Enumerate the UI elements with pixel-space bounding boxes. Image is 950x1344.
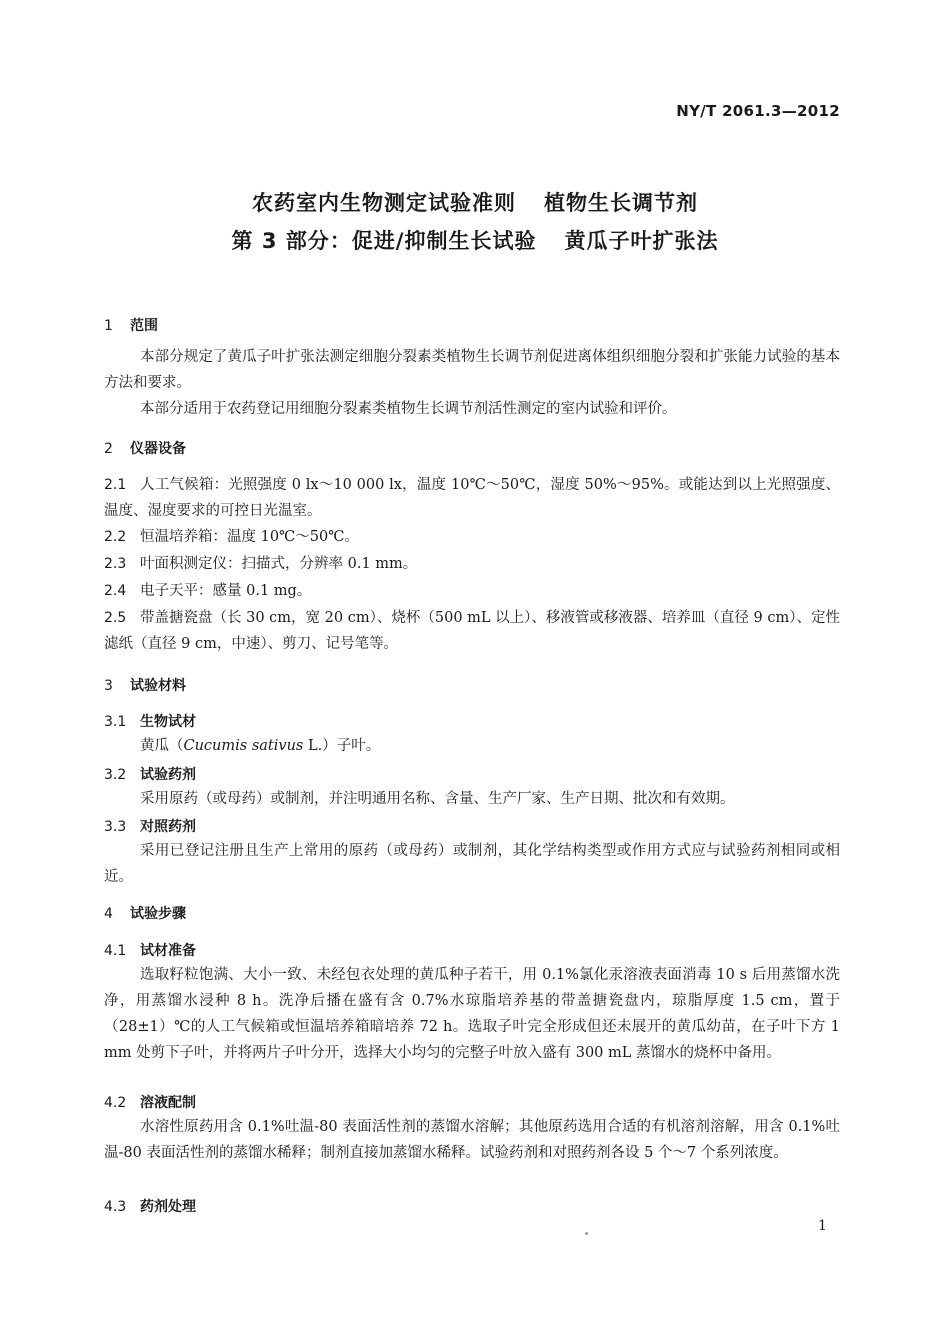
paragraph-4-2: 水溶性原药用含 0.1%吐温-80 表面活性剂的蒸馏水溶解；其他原药选用合适的有机溶剂溶解，用含 0.1%吐温-80 表面活性剂的蒸馏水稀释；制剂直接加蒸馏水稀释。试验药剂和对照药剂各设 5 个～7 个系列浓度。: [104, 1119, 840, 1161]
standard-number: NY/T 2061.3—2012: [676, 102, 840, 120]
paragraph-3-1: 黄瓜（Cucumis sativus L.）子叶。: [140, 738, 381, 754]
subsection-heading-4-3: 4.3 药剂处理: [104, 1199, 196, 1215]
title-line-2: [0, 225, 950, 255]
paragraph-3-3: 采用已登记注册且生产上常用的原药（或母药）或制剂，其化学结构类型或作用方式应与试验药剂相同或相近。: [104, 843, 840, 885]
paragraph-scope-1: 本部分规定了黄瓜子叶扩张法测定细胞分裂素类植物生长调节剂促进离体组织细胞分裂和扩张能力试验的基本方法和要求。: [104, 349, 840, 391]
title-method: 黄瓜子叶扩张法: [564, 229, 719, 253]
paragraph-4-1: 选取籽粒饱满、大小一致、未经包衣处理的黄瓜种子若干，用 0.1%氯化汞溶液表面消毒 10 s 后用蒸馏水洗净，用蒸馏水浸种 8 h。洗净后播在盛有含 0.7%水琼脂培养基的带盖搪瓷盘内，琼脂厚度 1.5 cm，置于（28±1）℃的人工气候箱或恒温培养箱暗培养 72 h。选取子叶完全形成但还未展开的黄瓜幼苗，在子叶下方 1 mm 处剪下子叶，并将两片子叶分开，选择大小均匀的完整子叶放入盛有 300 mL 蒸馏水的烧杯中备用。: [104, 967, 840, 1061]
paragraph-scope-2: 本部分适用于农药登记用细胞分裂素类植物生长调节剂活性测定的室内试验和评价。: [140, 401, 677, 417]
subsection-heading-3-1: 3.1 生物试材: [104, 714, 196, 730]
subsection-heading-3-2: 3.2 试验药剂: [104, 767, 196, 783]
list-item-2-5: 2.5 带盖搪瓷盘（长 30 cm，宽 20 cm）、烧杯（500 mL 以上）、移液管或移液器、培养皿（直径 9 cm）、定性滤纸（直径 9 cm，中速）、剪刀、记号笔等。: [104, 610, 840, 652]
title-sub: 植物生长调节剂: [544, 191, 698, 215]
list-item-2-3: 2.3 叶面积测定仪：扫描式，分辨率 0.1 mm。: [104, 556, 418, 572]
subsection-heading-3-3: 3.3 对照药剂: [104, 819, 196, 835]
scan-speck: [585, 1232, 588, 1235]
paragraph-3-2: 采用原药（或母药）或制剂，并注明通用名称、含量、生产厂家、生产日期、批次和有效期。: [140, 791, 735, 807]
list-item-2-4: 2.4 电子天平：感量 0.1 mg。: [104, 583, 312, 599]
list-item-2-2: 2.2 恒温培养箱：温度 10℃～50℃。: [104, 529, 359, 545]
list-item-2-1: 2.1 人工气候箱：光照强度 0 lx～10 000 lx，温度 10℃～50℃，湿度 50%～95%。或能达到以上光照强度、温度、湿度要求的可控日光温室。: [104, 477, 840, 519]
page-number: 1: [818, 1218, 827, 1234]
subsection-heading-4-2: 4.2 溶液配制: [104, 1095, 196, 1111]
title-line-1: [0, 187, 950, 217]
section-heading-4: 4 试验步骤: [104, 906, 186, 922]
section-heading-1: 1 范围: [104, 318, 158, 334]
section-heading-2: 2 仪器设备: [104, 441, 186, 457]
section-heading-3: 3 试验材料: [104, 678, 186, 694]
latin-name: Cucumis sativus: [183, 738, 304, 754]
title-part: 第 3 部分：促进/抑制生长试验: [231, 229, 537, 253]
title-main: 农药室内生物测定试验准则: [252, 191, 516, 215]
subsection-heading-4-1: 4.1 试材准备: [104, 943, 196, 959]
